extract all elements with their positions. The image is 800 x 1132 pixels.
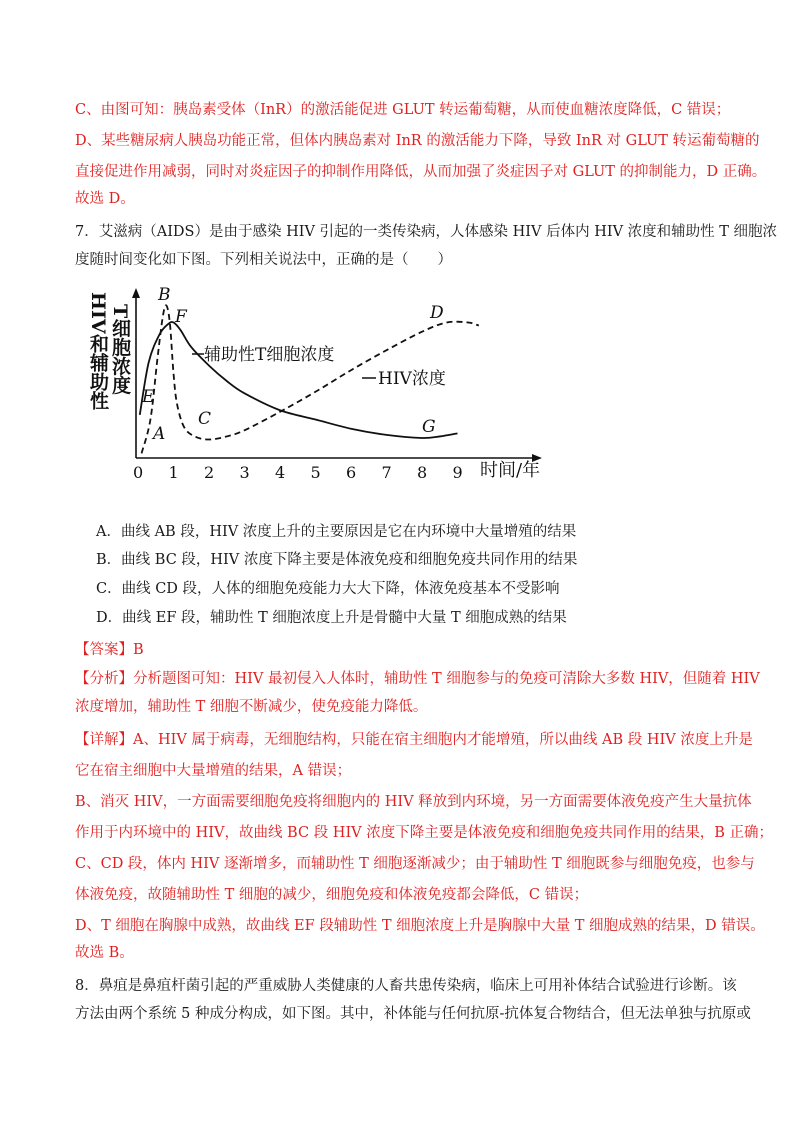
option-a: A．曲线 AB 段，HIV 浓度上升的主要原因是它在内环境中大量增殖的结果 [96, 524, 577, 540]
series-name-hiv: HIV浓度 [378, 369, 446, 389]
x-tick-label: 7 [381, 463, 392, 482]
x-axis-label: 时间/年 [480, 460, 541, 481]
x-tick-label: 6 [346, 463, 357, 482]
x-tick-label: 4 [275, 463, 286, 482]
x-tick-label: 0 [133, 463, 144, 482]
x-tick-label: 1 [168, 463, 179, 482]
series-name-tcell: 辅助性T细胞浓度 [204, 345, 335, 365]
hiv-tcell-chart [80, 284, 560, 484]
x-tick-label: 2 [204, 463, 215, 482]
detail: B、消灭 HIV，一方面需要细胞免疫将细胞内的 HIV 释放到内环境，另一方面需要体液免疫产生大量抗体 [75, 794, 752, 810]
text-line: 直接促进作用减弱，同时对炎症因子的抑制作用降低，从而加强了炎症因子对 GLUT 的抑制能力，D 正确。 [75, 164, 767, 180]
detail: 【详解】A、HIV 属于病毒，无细胞结构，只能在宿主细胞内才能增殖，所以曲线 AB 段 HIV 浓度上升是 [75, 732, 753, 748]
analysis: 浓度增加，辅助性 T 细胞不断减少，使免疫能力降低。 [75, 699, 428, 715]
option-b: B．曲线 BC 段，HIV 浓度下降主要是体液免疫和细胞免疫共同作用的结果 [96, 552, 578, 568]
point-label-d: D [430, 303, 444, 323]
detail: 作用于内环境中的 HIV，故曲线 BC 段 HIV 浓度下降主要是体液免疫和细胞免疫共同作用的结果，B 正确； [75, 825, 774, 841]
option-d: D．曲线 EF 段，辅助性 T 细胞浓度上升是骨髓中大量 T 细胞成熟的结果 [96, 610, 567, 626]
question-8-stem: 方法由两个系统 5 种成分构成，如下图。其中，补体能与任何抗原-抗体复合物结合，但无法单独与抗原或 [75, 1006, 751, 1022]
detail: 故选 B。 [75, 945, 134, 961]
x-tick-label: 3 [239, 463, 250, 482]
detail: C、CD 段，体内 HIV 逐渐增多，而辅助性 T 细胞逐渐减少；由于辅助性 T 细胞既参与细胞免疫，也参与 [75, 856, 755, 872]
y-axis-label: T细胞浓度 [109, 304, 131, 395]
point-label-e: E [142, 387, 155, 407]
text-line: 故选 D。 [75, 191, 135, 207]
chart-svg [80, 284, 560, 484]
text-line: D、某些糖尿病人胰岛功能正常，但体内胰岛素对 InR 的激活能力下降，导致 InR 对 GLUT 转运葡萄糖的 [75, 133, 760, 149]
option-c: C．曲线 CD 段，人体的细胞免疫能力大大下降，体液免疫基本不受影响 [96, 581, 560, 597]
point-label-c: C [198, 409, 212, 429]
y-axis-label: HIV和辅助性 [87, 292, 109, 410]
detail: D、T 细胞在胸腺中成熟，故曲线 EF 段辅助性 T 细胞浓度上升是胸腺中大量 T 细胞成熟的结果，D 错误。 [75, 918, 765, 934]
text-line: C、由图可知：胰岛素受体（InR）的激活能促进 GLUT 转运葡萄糖，从而使血糖浓度降低，C 错误； [75, 102, 731, 118]
x-tick-label: 5 [310, 463, 321, 482]
answer: 【答案】B [75, 642, 144, 658]
x-tick-label: 8 [417, 463, 428, 482]
question-7-stem: 7．艾滋病（AIDS）是由于感染 HIV 引起的一类传染病，人体感染 HIV 后体内 HIV 浓度和辅助性 T 细胞浓 [75, 224, 778, 240]
point-label-a: A [153, 424, 166, 444]
point-label-b: B [158, 285, 171, 305]
detail: 它在宿主细胞中大量增殖的结果，A 错误； [75, 763, 352, 779]
question-8-stem: 8．鼻疽是鼻疽杆菌引起的严重威胁人类健康的人畜共患传染病，临床上可用补体结合试验进行诊断。该 [75, 978, 737, 994]
x-tick-label: 9 [452, 463, 463, 482]
question-7-stem: 度随时间变化如下图。下列相关说法中，正确的是（ ） [75, 252, 452, 268]
point-label-g: G [422, 417, 436, 437]
y-axis-arrow [132, 288, 140, 298]
analysis: 【分析】分析题图可知：HIV 最初侵入人体时，辅助性 T 细胞参与的免疫可清除大多数 HIV，但随着 HIV [75, 671, 760, 687]
point-label-f: F [175, 307, 187, 327]
detail: 体液免疫，故随辅助性 T 细胞的减少，细胞免疫和体液免疫都会降低，C 错误； [75, 887, 589, 903]
